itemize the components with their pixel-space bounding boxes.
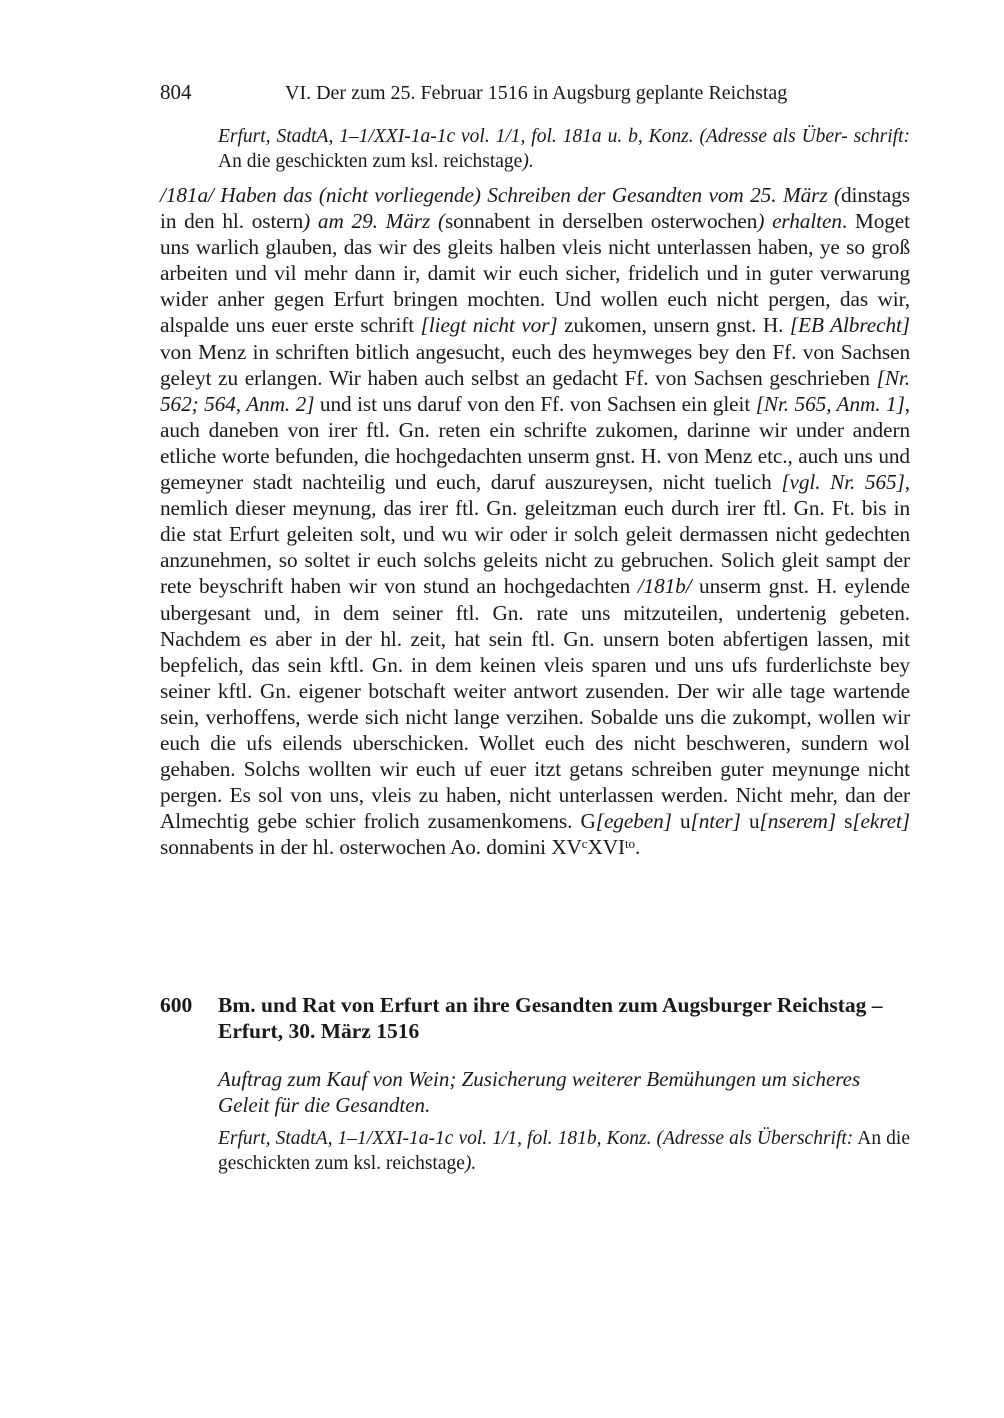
letter-body xyxy=(160,182,910,860)
document-number: 600 xyxy=(160,993,193,1017)
quoted-date: dinstags in den hl. ostern xyxy=(160,183,910,234)
letter-text: , auch daneben von irer ftl. Gn. reten ein schrifte zukomen, darinne wir under andern etliche worte befunden, die hochgedachten unserm gnst. H. von Menz etc., auch uns und gemeyner stadt nachteilig und euch, daruf auszureysen, nicht tuelich xyxy=(160,391,911,495)
document-regest: Auftrag zum Kauf von Wein; Zusicherung weiterer Bemühungen um sicheres Geleit für die Gesandten. xyxy=(218,1067,861,1117)
editorial-reference: [Nr. 562; 564, Anm. 2] xyxy=(160,365,910,416)
superscript: c xyxy=(581,836,588,852)
letter-text: und ist uns daruf von den Ff. von Sachsen ein gleit xyxy=(314,391,756,416)
document-title: Bm. und Rat von Erfurt an ihre Gesandten zum Augsburger Reichstag – Erfurt, 30. März 1516 xyxy=(218,993,883,1043)
editorial-reference: [Nr. 565, Anm. 1] xyxy=(755,391,905,416)
summary-text: /181a/ Haben das (nicht vorliegende) Schreiben der Gesandten vom 25. März ( xyxy=(160,183,841,207)
source-citation: Erfurt, StadtA, 1–1/XXI-1a-1c vol. 1/1, fol. 181b, Konz. (Adresse als Überschrift: xyxy=(218,1128,854,1149)
letter-text: von Menz in schriften bitlich angesucht, euch des heymweges bey den Ff. von Sachsen geleyt zu erlangen. Wir haben auch selbst an gedacht Ff. von Sachsen geschrieben xyxy=(160,339,910,390)
letter-text: , nemlich dieser meynung, das irer ftl. Gn. geleitzman euch durch irer ftl. Gn. Ft. bis in die stat Erfurt geleiten solt, und wu wir oder ir solch geleit dermassen nicht gedechten anzunehmen, so soltet ir euch solchs geleits nicht zu gebruchen. Solich gleit sampt der rete beyschrift haben wir von stund an hochgedachten xyxy=(160,470,910,599)
letter-text: . Moget uns warlich glauben, das wir des gleits halben vleis nicht unterlassen haben, ye so groß arbeiten und vil mehr dann ir, damit wir euch sicher, fridelich und in guter verwarung wider anher gegen Erfurt bringen mochten. Und wollen euch nicht pergen, das wir, alspalde uns euer erste schrift xyxy=(160,209,910,338)
superscript: to xyxy=(625,836,635,852)
letter-text: unserm gnst. H. eylende ubergesant und, in dem seiner ftl. Gn. rate uns mitzuteilen, undertenig gebeten. Nachdem es aber in der hl. zeit, hat sein ftl. Gn. unsern boten abfertigen lassen, mit bepfelich, das sein kftl. Gn. in dem keinen vleis sparen und uns ufs furderlichste bey seiner kftl. Gn. eigener botschaft weiter antwort zusenden. Der wir alle tage wartende sein, verhoffens, werde sich nicht lange verzihen. Sobalde uns die zukompt, wollen wir euch die ufs eilends uberschicken. Wollet euch des nicht beschweren, sundern wol gehaben. Solchs wollten wir euch uf euer itzt getans schreiben guter meynunge nicht pergen. Es sol von uns, vleis zu haben, nicht unterlassen werden. Nicht mehr, dan der Almechtig gebe schier frolich zusamenkomens. G xyxy=(160,574,910,834)
letter-paragraph xyxy=(160,182,910,860)
editorial-reference: [vgl. Nr. 565] xyxy=(781,470,905,495)
summary-text: ) erhalten xyxy=(757,209,842,234)
summary-text: ) am 29. März ( xyxy=(303,209,445,234)
source-closing: ). xyxy=(464,1153,477,1174)
expansion: [nserem] xyxy=(759,809,837,834)
letter-text: . xyxy=(634,835,641,860)
letter-text: zukomen, unsern gnst. H. xyxy=(557,313,790,338)
source-note xyxy=(218,124,910,174)
letter-text: u xyxy=(671,809,691,834)
source-note xyxy=(218,1126,910,1176)
source-citation: Erfurt, StadtA, 1–1/XXI-1a-1c vol. 1/1, fol. 181a u. b, Konz. (Adresse als Über- xyxy=(218,126,848,147)
letter-text: s xyxy=(836,809,853,834)
editorial-note: [liegt nicht vor] xyxy=(420,313,558,338)
letter-text: XVI xyxy=(587,835,626,860)
source-closing: ). xyxy=(522,151,534,172)
expansion: [ekret] xyxy=(852,809,910,834)
source-citation-continued: schrift: xyxy=(853,126,910,147)
expansion: [egeben] xyxy=(595,809,672,834)
letter-text: sonnabents in der hl. osterwochen Ao. domini XV xyxy=(160,835,582,860)
folio-marker: /181b/ xyxy=(637,574,692,599)
running-title: VI. Der zum 25. Februar 1516 in Augsburg geplante Reichstag xyxy=(285,82,788,104)
running-header xyxy=(160,80,910,110)
editorial-note: [EB Albrecht] xyxy=(789,313,910,338)
address-text: An die geschickten zum ksl. reichstage xyxy=(218,151,523,172)
quoted-date: sonnabent in derselben osterwochen xyxy=(444,209,758,234)
letter-text: u xyxy=(740,809,760,834)
address-text: An die geschickten zum ksl. reichstage xyxy=(218,1128,910,1174)
expansion: [nter] xyxy=(690,809,741,834)
page-number: 804 xyxy=(160,80,192,104)
